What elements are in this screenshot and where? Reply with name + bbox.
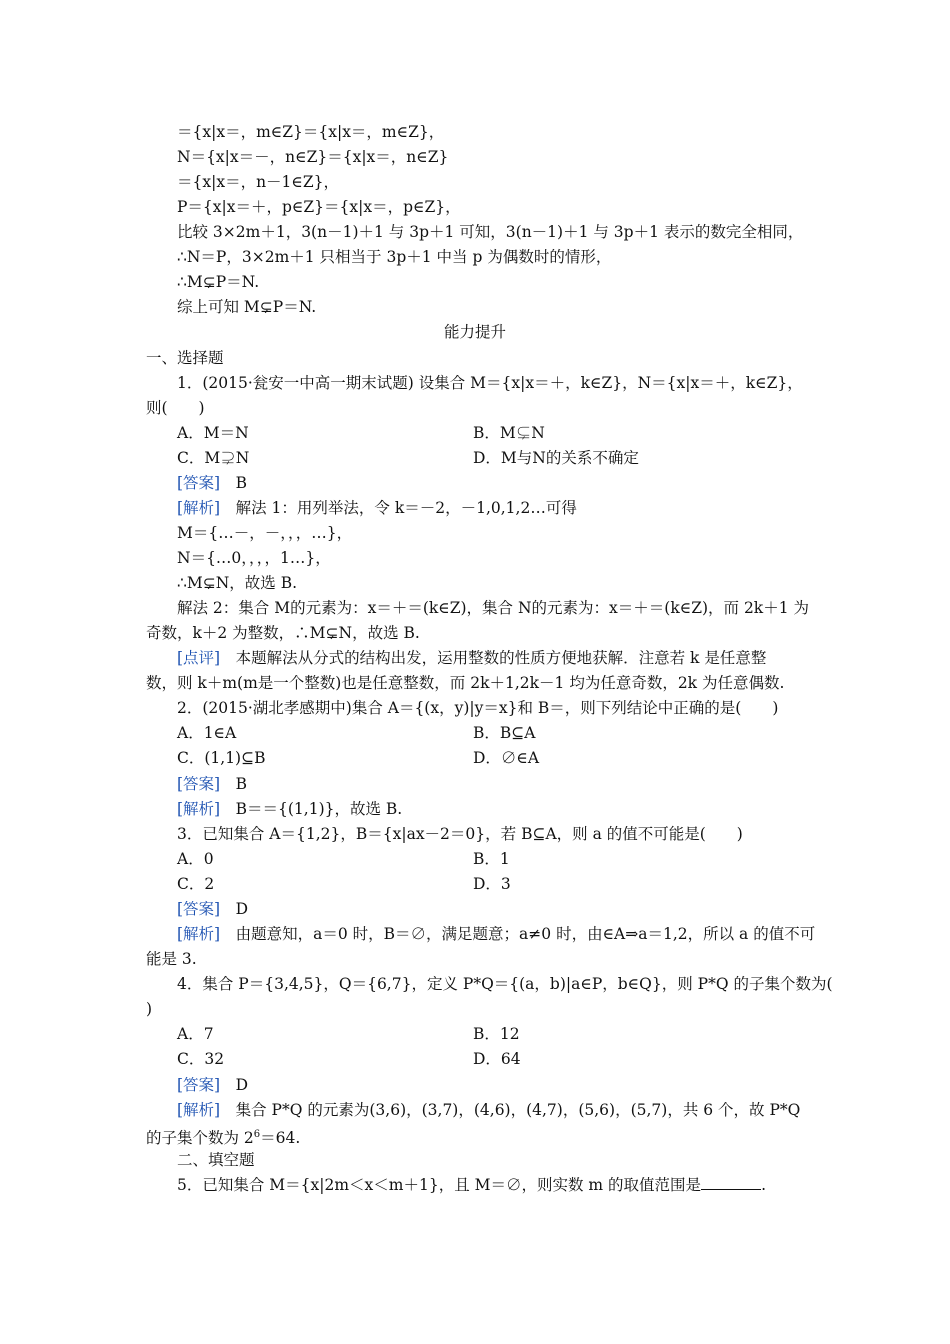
option-b: B．B⊆A: [473, 724, 536, 742]
text-line: ∴M⊊P＝N.: [177, 273, 260, 291]
answer-line: [177, 1075, 248, 1095]
option-b: B．1: [473, 850, 510, 868]
question-stem: 4．集合 P＝{3,4,5}，Q＝{6,7}，定义 P*Q＝{(a，b)|a∈P，b∈Q}，则 P*Q 的子集个数为(: [177, 975, 833, 993]
option-c: C．32: [177, 1050, 225, 1068]
analysis-tag: [解析]: [177, 925, 221, 943]
section-title: 能力提升: [443, 323, 506, 341]
option-a: A．0: [177, 850, 214, 868]
option-d: D．M与N的关系不确定: [473, 449, 639, 467]
option-a: A．M＝N: [177, 424, 249, 442]
question-stem: 2．(2015·湖北孝感期中)集合 A＝{(x，y)|y＝x}和 B＝，则下列结论中正确的是( ): [177, 699, 779, 717]
option-d: D．3: [473, 875, 511, 893]
option-a: A．7: [177, 1025, 214, 1043]
question-text: 5．已知集合 M＝{x|2m＜x＜m＋1}，且 M＝∅，则实数 m 的取值范围是: [177, 1176, 702, 1194]
text-line: P＝{x|x＝＋，p∈Z}＝{x|x＝，p∈Z}，: [177, 198, 461, 216]
answer-value: B: [235, 474, 248, 492]
text-line: N＝{…0，，，，1…}，: [177, 549, 331, 567]
analysis-text: 集合 P*Q 的元素为(3,6)，(3,7)，(4,6)，(4,7)，(5,6)，(5,7)，共 6 个，故 P*Q: [235, 1101, 801, 1119]
comment-tag: [点评]: [177, 649, 221, 667]
answer-value: D: [235, 1076, 249, 1094]
answer-tag: [答案]: [177, 474, 221, 492]
answer-value: B: [235, 775, 248, 793]
option-a: A．1∈A: [177, 724, 237, 742]
analysis-line: [177, 924, 815, 944]
analysis-tag: [解析]: [177, 800, 221, 818]
comment-text: 本题解法从分式的结构出发，运用整数的性质方便地获解．注意若 k 是任意整: [235, 649, 767, 667]
question-stem: ): [146, 1000, 153, 1018]
part-title: 二、填空题: [177, 1151, 255, 1169]
option-c: C．(1,1)⊆B: [177, 749, 266, 767]
text-line: 奇数，k＋2 为整数，∴M⊊N，故选 B.: [146, 624, 420, 642]
answer-line: [177, 899, 248, 919]
option-d: D．64: [473, 1050, 521, 1068]
text-line: ∴N＝P，3×2m＋1 只相当于 3p＋1 中当 p 为偶数时的情形，: [177, 248, 612, 266]
text-span: 的子集个数为 2: [146, 1129, 254, 1148]
text-line: 数，则 k＋m(m是一个整数)也是任意整数，而 2k＋1,2k－1 均为任意奇数，2k 为任意偶数.: [146, 674, 785, 692]
answer-blank: [701, 1175, 761, 1190]
question-stem: 则( ): [146, 399, 205, 417]
comment-line: [177, 648, 766, 668]
text-line: M＝{…－，－，，，…}，: [177, 524, 353, 542]
text-line: [146, 1125, 300, 1148]
option-b: B．12: [473, 1025, 520, 1043]
question-end: .: [761, 1176, 766, 1194]
answer-tag: [答案]: [177, 1076, 221, 1094]
text-line: ＝{x|x＝，m∈Z}＝{x|x＝，m∈Z}，: [177, 123, 445, 141]
text-line: N＝{x|x＝－，n∈Z}＝{x|x＝，n∈Z}: [177, 148, 449, 166]
text-line: 比较 3×2m＋1，3(n－1)＋1 与 3p＋1 可知，3(n－1)＋1 与 3p＋1 表示的数完全相同，: [177, 223, 804, 241]
answer-tag: [答案]: [177, 900, 221, 918]
exponent: 6: [253, 1129, 261, 1140]
option-d: D．∅∈A: [473, 749, 540, 767]
answer-tag: [答案]: [177, 775, 221, 793]
analysis-line: [177, 498, 577, 518]
text-line: ＝{x|x＝，n－1∈Z}，: [177, 173, 340, 191]
question-stem: [177, 1175, 766, 1195]
question-stem: 3．已知集合 A＝{1,2}，B＝{x|ax－2＝0}，若 B⊆A，则 a 的值不可能是( ): [177, 825, 743, 843]
answer-line: [177, 774, 247, 794]
text-line: 能是 3.: [146, 950, 197, 968]
option-b: B．M⊊N: [473, 424, 545, 442]
analysis-text: B＝＝{(1,1)}，故选 B.: [235, 800, 403, 818]
text-span: ＝64.: [260, 1129, 301, 1148]
option-c: C．2: [177, 875, 215, 893]
analysis-tag: [解析]: [177, 1101, 221, 1119]
answer-value: D: [235, 900, 249, 918]
text-line: ∴M⊊N，故选 B.: [177, 574, 298, 592]
text-line: 解法 2：集合 M的元素为：x＝＋＝(k∈Z)，集合 N的元素为：x＝＋＝(k∈Z)，而 2k＋1 为: [177, 599, 809, 617]
text-line: 综上可知 M⊊P＝N.: [177, 298, 317, 316]
analysis-text: 解法 1：用列举法，令 k＝－2，－1,0,1,2…可得: [235, 499, 577, 517]
analysis-line: [177, 799, 402, 819]
answer-line: [177, 473, 247, 493]
analysis-text: 由题意知，a＝0 时，B＝∅，满足题意；a≠0 时，由∈A⇒a＝1,2，所以 a 的值不可: [235, 925, 816, 943]
option-c: C．M⊋N: [177, 449, 250, 467]
part-title: 一、选择题: [146, 349, 224, 367]
question-stem: 1．(2015·瓮安一中高一期末试题) 设集合 M＝{x|x＝＋，k∈Z}，N＝{x|x＝＋，k∈Z}，: [177, 374, 803, 392]
analysis-line: [177, 1100, 800, 1120]
analysis-tag: [解析]: [177, 499, 221, 517]
